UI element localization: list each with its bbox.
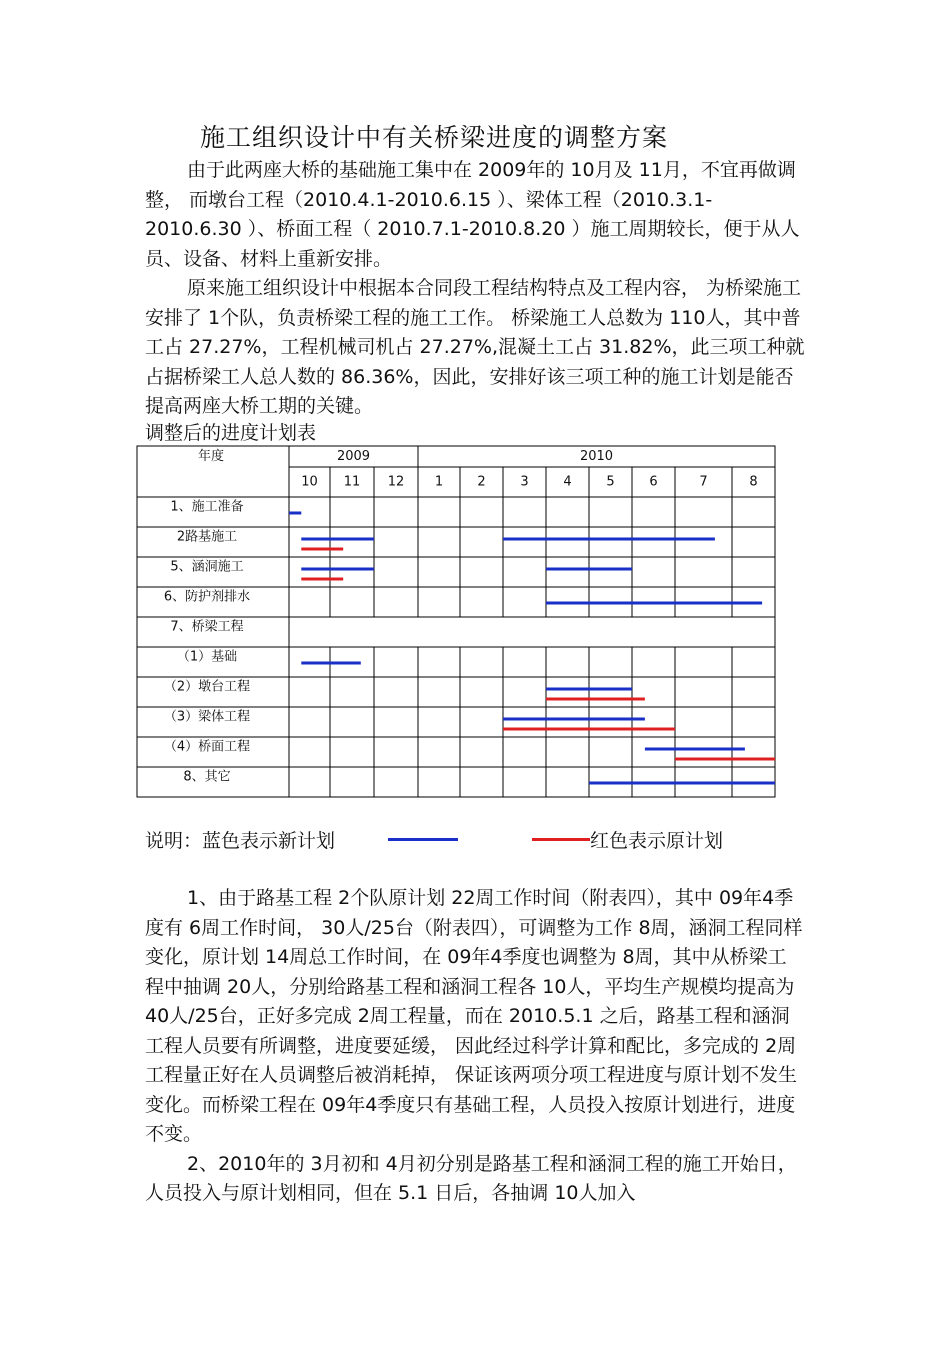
- row-label: 1、施工准备: [170, 499, 244, 515]
- month-label: 3: [520, 474, 529, 490]
- legend-old-text: 红色表示原计划: [590, 830, 724, 852]
- row-label: 8、其它: [183, 769, 231, 785]
- document-title: 施工组织设计中有关桥梁进度的调整方案: [200, 123, 669, 152]
- legend-new-line: [388, 838, 458, 841]
- month-label: 4: [563, 474, 572, 490]
- row-label: 7、桥梁工程: [170, 619, 244, 635]
- month-label: 2: [477, 474, 486, 490]
- month-label: 1: [434, 474, 444, 490]
- paragraph-4: 2、2010年的 3月初和 4月初分别是路基工程和涵洞工程的施工开始日，人员投入与原计划相同，但在 5.1 日后，各抽调 10人加入: [145, 1152, 797, 1204]
- legend-old-line: [532, 838, 590, 841]
- year-label: 2009: [336, 449, 371, 464]
- month-label: 5: [606, 474, 615, 490]
- month-label: 12: [387, 474, 405, 490]
- month-label: 11: [343, 474, 361, 490]
- month-label: 6: [649, 474, 658, 490]
- legend-new-text: 说明：蓝色表示新计划: [145, 830, 336, 852]
- table-caption: 调整后的进度计划表: [145, 422, 317, 444]
- month-label: 7: [699, 474, 708, 490]
- row-label: （2）墩台工程: [163, 679, 251, 695]
- explanation-text: [145, 884, 805, 1209]
- header-year-label: 年度: [197, 449, 225, 464]
- row-label: 6、防护剂排水: [163, 589, 251, 605]
- row-label: （3）梁体工程: [163, 709, 251, 725]
- paragraph-1: 由于此两座大桥的基础施工集中在 2009年的 10月及 11月，不宜再做调整， 而墩台工程（2010.4.1-2010.6.15 ）、梁体工程（2010.3.1-2010.6.30 ）、桥面工程（ 2010.7.1-2010.8.20 ）施工周期较长，便于从人员、设备、材料上重新安排。: [145, 159, 800, 270]
- row-label: （4）桥面工程: [163, 739, 251, 755]
- month-label: 10: [301, 474, 318, 490]
- paragraph-3: 1、由于路基工程 2个队原计划 22周工作时间（附表四），其中 09年4季度有 6周工作时间， 30人/25台（附表四），可调整为工作 8周，涵洞工程同样变化，原计划 14周总工作时间，在 09年4季度也调整为 8周，其中从桥梁工程中抽调 20人，分别给路基工程和涵洞工程各 10人，平均生产规模均提高为 40人/25台，正好多完成 2周工程量，而在 2010.5.1 之后，路基工程和涵洞工程人员要有所调整，进度要延缓， 因此经过科学计算和配比，多完成的 2周工程量正好在人员调整后被消耗掉， 保证该两项分项工程进度与原计划不发生变化。而桥梁工程在 09年4季度只有基础工程，人员投入按原计划进行，进度不变。: [145, 887, 803, 1145]
- row-label: 5、涵洞施工: [170, 559, 244, 575]
- month-label: 8: [749, 474, 758, 490]
- legend: [145, 826, 805, 856]
- row-label: 2路基施工: [176, 529, 238, 545]
- year-label: 2010: [579, 449, 614, 464]
- paragraph-2: 原来施工组织设计中根据本合同段工程结构特点及工程内容， 为桥梁施工安排了 1个队，负责桥梁工程的施工工作。 桥梁施工人总数为 110人，其中普工占 27.27%，工程机械司机占 27.27%,混凝土工占 31.82%，此三项工种就占据桥梁工人总人数的 86.36%，因此，安排好该三项工种的施工计划是能否提高两座大桥工期的关键。: [145, 277, 805, 417]
- row-label: （1）基础: [176, 649, 238, 665]
